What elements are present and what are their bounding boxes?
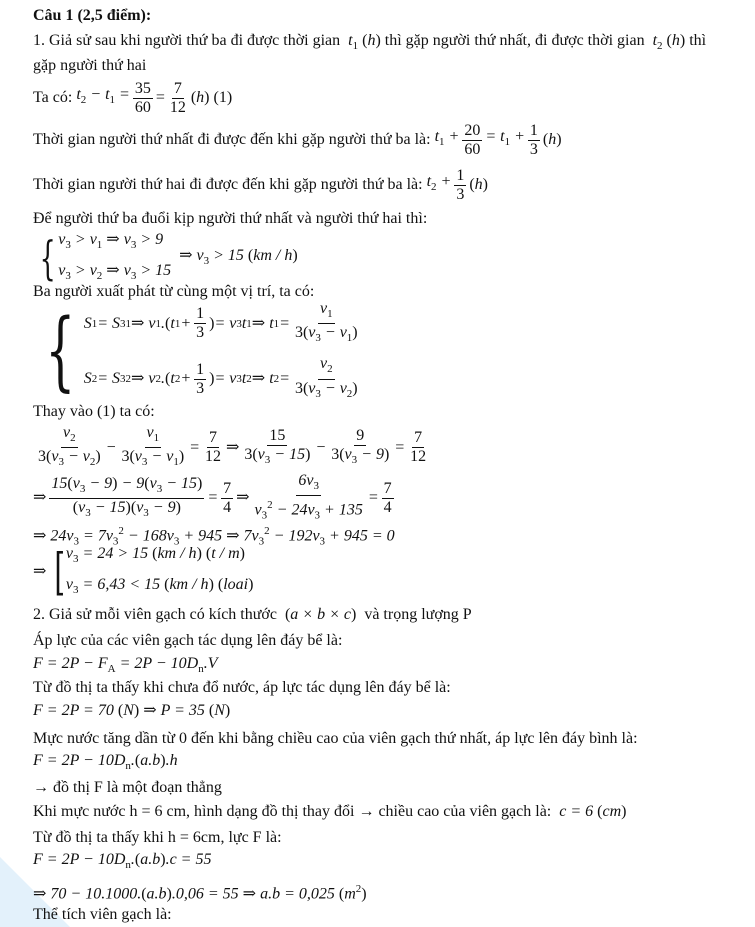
equation-simplify: ⇒ $\frac{15(v_3 - 9) - 9(v_3 - 15)}{(v_3 - 15)(v_3 - 9)}$ = $\frac{7}{4}$ ⇒ $\frac{6v_3}{v_3^2 - 24v_3 + 135}$ = $\frac{7}{4}$ bbox=[33, 472, 392, 522]
weight-equation: F = 2P = 70 (N) ⇒ P = 35 (N) bbox=[33, 702, 231, 719]
time-person1: Thời gian người thứ nhất đi được đến khi gặp người thứ ba là: $t_1$ + $\frac{20}{60}$ = $t_1$ + $\frac{1}{3}$ (h) bbox=[33, 121, 562, 158]
substitute-text: Thay vào (1) ta có: bbox=[33, 403, 155, 420]
part2-text-a: 2. Giả sử mỗi viên gạch có kích thước bbox=[33, 606, 277, 623]
volume-text: Thể tích viên gạch là: bbox=[33, 906, 172, 923]
pressure-text: Áp lực của các viên gạch tác dụng lên đáy bể là: bbox=[33, 632, 343, 649]
graph-initial-text: Từ đồ thị ta thấy khi chưa đổ nước, áp lực tác dụng lên đáy bể là: bbox=[33, 679, 451, 696]
distance-system: { S 1 = S 31 ⇒ v 1 . ( t 1 + $\frac{1}{3}$ ) = v 3 t 1 ⇒ t 1 = $\frac{v_1}{3(v_3 - v_1)}$ S 2 = S 32 ⇒ v 2 . ( t 2 + $\frac{1}{3}$ ) = v 3 t 2 ⇒ t 2 = $\frac{v_2}{3(v_3 - v_2)}$ bbox=[45, 300, 358, 402]
pressure-equation: $F = 2P - F_A = 2P - 10D_n.V$ bbox=[33, 655, 218, 676]
height-change-text: Khi mực nước h = 6 cm, hình dạng đồ thị thay đổi → chiều cao của viên gạch là: bbox=[33, 803, 552, 820]
start-text: Ba người xuất phát từ cùng một vị trí, ta có: bbox=[33, 283, 315, 300]
water-rise-text: Mực nước tăng dần từ 0 đến khi bằng chiều cao của viên gạch thứ nhất, áp lực lên đáy bình là: bbox=[33, 730, 638, 747]
part1-text-c: thì bbox=[689, 32, 707, 49]
area-equation: ⇒ 70 − 10.1000.(a.b).0,06 = 55 ⇒ a.b = 0,025 $(m^2)$ bbox=[33, 883, 367, 903]
force-h6-equation: $F = 2P - 10D_n.(a.b).c = 55$ bbox=[33, 851, 212, 872]
velocity-solutions: ⇒ [ $v_3 = 24 > 15$ (km / h) (t / m) $v_3 = 6,43 < 15$ (km / h) (loai) bbox=[33, 543, 254, 602]
part2-text-b: và trọng lượng P bbox=[364, 606, 472, 623]
linear-graph-text: → đồ thị F là một đoạn thẳng bbox=[33, 779, 222, 796]
equation-1: Ta có: $t_2 - t_1$ = $\frac{35}{60}$ = $\frac{7}{12}$ (h) (1) bbox=[33, 79, 233, 116]
height-change: Khi mực nước h = 6 cm, hình dạng đồ thị thay đổi → chiều cao của viên gạch là: c = 6 (cm) bbox=[33, 803, 627, 820]
eq1-prefix: Ta có: bbox=[33, 89, 73, 106]
graph-h6-text: Từ đồ thị ta thấy khi h = 6cm, lực F là: bbox=[33, 829, 282, 846]
eq1-tag: (1) bbox=[213, 89, 233, 106]
time-person2-text: Thời gian người thứ hai đi được đến khi gặp người thứ ba là: bbox=[33, 176, 423, 193]
quadratic-equation: ⇒ $24v_3 = 7v_3^2 - 168v_3 + 945$ ⇒ $7v_3^2 - 192v_3 + 945 = 0$ bbox=[33, 525, 395, 548]
force-linear-equation: $F = 2P - 10D_n.(a.b).h$ bbox=[33, 752, 178, 773]
question-heading: Câu 1 (2,5 điểm): bbox=[33, 7, 152, 24]
time-person1-text: Thời gian người thứ nhất đi được đến khi gặp người thứ ba là: bbox=[33, 131, 431, 148]
part1-text-a: 1. Giả sử sau khi người thứ ba đi được thời gian bbox=[33, 32, 341, 49]
part1-intro: 1. Giả sử sau khi người thứ ba đi được thời gian $t_1$ (h) thì gặp người thứ nhất, đi được thời gian $t_2$ (h) thì bbox=[33, 32, 707, 53]
catch-condition-text: Để người thứ ba đuổi kịp người thứ nhất và người thứ hai thì: bbox=[33, 210, 428, 227]
part2-intro: 2. Giả sử mỗi viên gạch có kích thước (a × b × c) và trọng lượng P bbox=[33, 606, 472, 623]
part1-intro-cont: gặp người thứ hai bbox=[33, 57, 147, 74]
equation-substitute: $\frac{v_2}{3(v_3 - v_2)}$ − $\frac{v_1}{3(v_3 - v_1)}$ = $\frac{7}{12}$ ⇒ $\frac{15}{3(v_3 - 15)}$ − $\frac{9}{3(v_3 - 9)}$ = $\frac{7}{12}$ bbox=[38, 424, 427, 469]
part1-text-b: thì gặp người thứ nhất, đi được thời gian bbox=[384, 32, 645, 49]
velocity-system: { $v_3 > v_1$ ⇒ $v_3 > 9$ $v_3 > v_2$ ⇒ $v_3 > 15$ ⇒ $v_3 > 15$ (km / h) bbox=[39, 231, 298, 286]
time-person2: Thời gian người thứ hai đi được đến khi gặp người thứ ba là: $t_2$ + $\frac{1}{3}$ (h) bbox=[33, 166, 488, 203]
